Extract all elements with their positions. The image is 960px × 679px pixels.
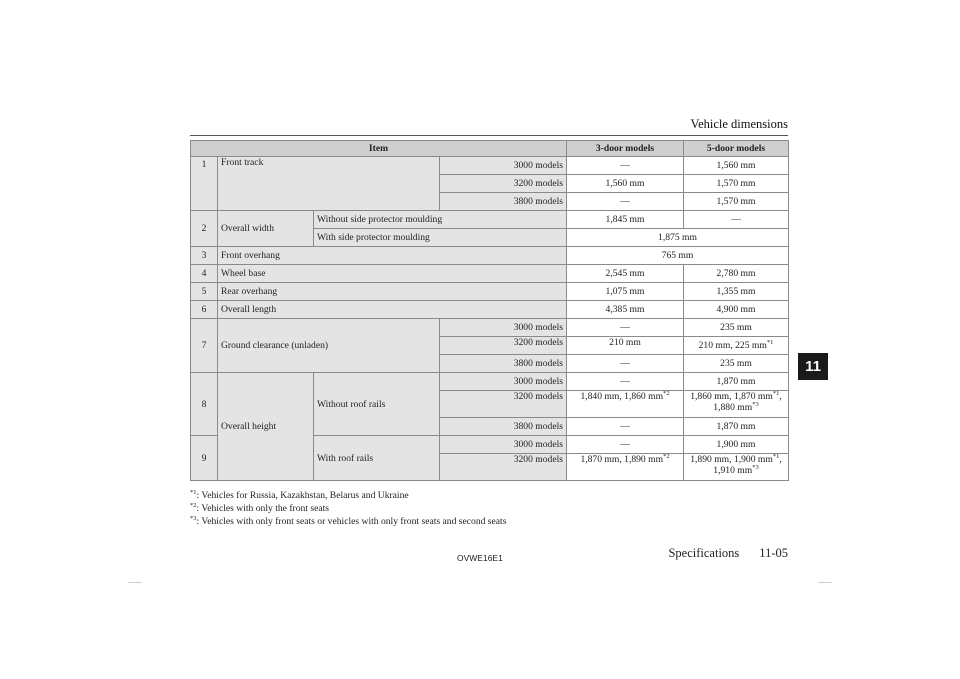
- row-number: 5: [191, 283, 218, 301]
- value-all-models: 765 mm: [567, 247, 789, 265]
- value-3-door: 1,845 mm: [567, 211, 684, 229]
- row-number: 6: [191, 301, 218, 319]
- footnotes: [190, 489, 506, 528]
- model-cell: 3800 models: [440, 193, 567, 211]
- value-text: 1,910 mm: [713, 465, 753, 476]
- header-item: Item: [191, 141, 567, 157]
- row-number: 3: [191, 247, 218, 265]
- model-cell: 3200 models: [440, 337, 567, 355]
- table-row: [191, 301, 789, 319]
- table-row: [191, 247, 789, 265]
- row-number: 8: [191, 373, 218, 436]
- footnote: [190, 502, 506, 515]
- row-sublabel: Without roof rails: [314, 373, 440, 436]
- value-3-door: —: [567, 436, 684, 454]
- model-cell: 3000 models: [440, 157, 567, 175]
- footnote-text: : Vehicles for Russia, Kazakhstan, Belarus and Ukraine: [196, 490, 409, 501]
- value-5-door: [684, 337, 789, 355]
- value-3-door: —: [567, 193, 684, 211]
- document-id: OVWE16E1: [457, 553, 503, 563]
- value-3-door: 210 mm: [567, 337, 684, 355]
- footnote-ref: *1: [766, 339, 774, 346]
- row-label: Rear overhang: [218, 283, 567, 301]
- row-label: Front overhang: [218, 247, 567, 265]
- crop-mark-left: [128, 582, 142, 597]
- footnote: [190, 489, 506, 502]
- footnote: [190, 515, 506, 528]
- footnote-ref: *1: [772, 453, 780, 460]
- value-5-door: 235 mm: [684, 355, 789, 373]
- footnote-ref: *3: [752, 401, 759, 408]
- value-3-door: 4,385 mm: [567, 301, 684, 319]
- value-5-door: —: [684, 211, 789, 229]
- model-cell: 3800 models: [440, 355, 567, 373]
- row-number: 2: [191, 211, 218, 247]
- value-text: 1,860 mm, 1,870 mm: [690, 391, 773, 402]
- value-3-door: 1,075 mm: [567, 283, 684, 301]
- value-text: 1,880 mm: [713, 402, 753, 413]
- row-label: Overall height: [218, 373, 314, 481]
- value-3-door: 1,560 mm: [567, 175, 684, 193]
- footnote-ref: *1: [772, 390, 780, 397]
- header-3-door: 3-door models: [567, 141, 684, 157]
- value-3-door: [567, 454, 684, 481]
- value-5-door: 1,355 mm: [684, 283, 789, 301]
- model-cell: 3200 models: [440, 391, 567, 418]
- row-label: Overall length: [218, 301, 567, 319]
- value-5-door: 1,870 mm: [684, 373, 789, 391]
- table-row: [191, 265, 789, 283]
- row-sublabel: With roof rails: [314, 436, 440, 481]
- value-5-door: 1,890 mm, 1,900 $mm^{*1}$, 1,910 $mm^{*3}$: [684, 454, 789, 481]
- value-5-door: 4,900 mm: [684, 301, 789, 319]
- value-3-door: —: [567, 373, 684, 391]
- footnote-ref: *2: [663, 390, 670, 397]
- crop-mark-right: [818, 582, 832, 597]
- table-header-row: [191, 141, 789, 157]
- value-text: 210 mm, 225 mm: [698, 340, 767, 351]
- value-5-door: 235 mm: [684, 319, 789, 337]
- chapter-tab: 11: [798, 353, 828, 380]
- footnote-ref: *2: [663, 453, 670, 460]
- value-3-door: —: [567, 355, 684, 373]
- table-row: [191, 319, 789, 337]
- page-footer: [668, 546, 788, 561]
- model-cell: 3000 models: [440, 373, 567, 391]
- value-3-door: —: [567, 319, 684, 337]
- value-5-door: 1,560 mm: [684, 157, 789, 175]
- model-cell: 3800 models: [440, 418, 567, 436]
- footnote-mark: *1: [190, 489, 197, 496]
- table-row: [191, 283, 789, 301]
- value-text: 1,840 mm, 1,860 mm: [580, 391, 664, 402]
- value-5-door: 1,570 mm: [684, 175, 789, 193]
- value-all-models: 1,875 mm: [567, 229, 789, 247]
- table-row: [191, 373, 789, 391]
- vehicle-dimensions-table: [190, 140, 789, 481]
- value-5-door: 1,900 mm: [684, 436, 789, 454]
- model-cell: 3200 models: [440, 454, 567, 481]
- row-number: 1: [191, 157, 218, 211]
- section-name: Specifications: [668, 546, 740, 560]
- value-3-door: 2,545 mm: [567, 265, 684, 283]
- model-cell: 3000 models: [440, 319, 567, 337]
- footnote-mark: *2: [190, 502, 197, 509]
- table-row: [191, 211, 789, 229]
- value-5-door: 1,860 mm, 1,870 $mm^{*1}$, 1,880 $mm^{*3}$: [684, 391, 789, 418]
- row-number: 4: [191, 265, 218, 283]
- model-cell: 3200 models: [440, 175, 567, 193]
- row-sublabel: With side protector moulding: [314, 229, 567, 247]
- row-label: Front track: [218, 157, 440, 211]
- row-number: 7: [191, 319, 218, 373]
- value-3-door: —: [567, 157, 684, 175]
- footnote-text: : Vehicles with only the front seats: [196, 503, 330, 514]
- model-cell: 3000 models: [440, 436, 567, 454]
- value-5-door: 2,780 mm: [684, 265, 789, 283]
- value-3-door: —: [567, 418, 684, 436]
- row-label: Overall width: [218, 211, 314, 247]
- row-sublabel: Without side protector moulding: [314, 211, 567, 229]
- value-text: 1,890 mm, 1,900 mm: [690, 454, 773, 465]
- row-label: Ground clearance (unladen): [218, 319, 440, 373]
- header-rule: [190, 135, 788, 136]
- row-number: 9: [191, 436, 218, 481]
- value-text: 1,870 mm, 1,890 mm: [580, 454, 664, 465]
- header-5-door: 5-door models: [684, 141, 789, 157]
- table-row: [191, 157, 789, 175]
- footnote-text: : Vehicles with only front seats or vehicles with only front seats and second seats: [196, 516, 507, 527]
- footnote-ref: *3: [752, 464, 759, 471]
- footnote-mark: *3: [190, 515, 197, 522]
- page-number: 11-05: [759, 546, 788, 560]
- row-label: Wheel base: [218, 265, 567, 283]
- value-5-door: 1,570 mm: [684, 193, 789, 211]
- page-header-title: Vehicle dimensions: [690, 117, 788, 131]
- value-3-door: [567, 391, 684, 418]
- value-5-door: 1,870 mm: [684, 418, 789, 436]
